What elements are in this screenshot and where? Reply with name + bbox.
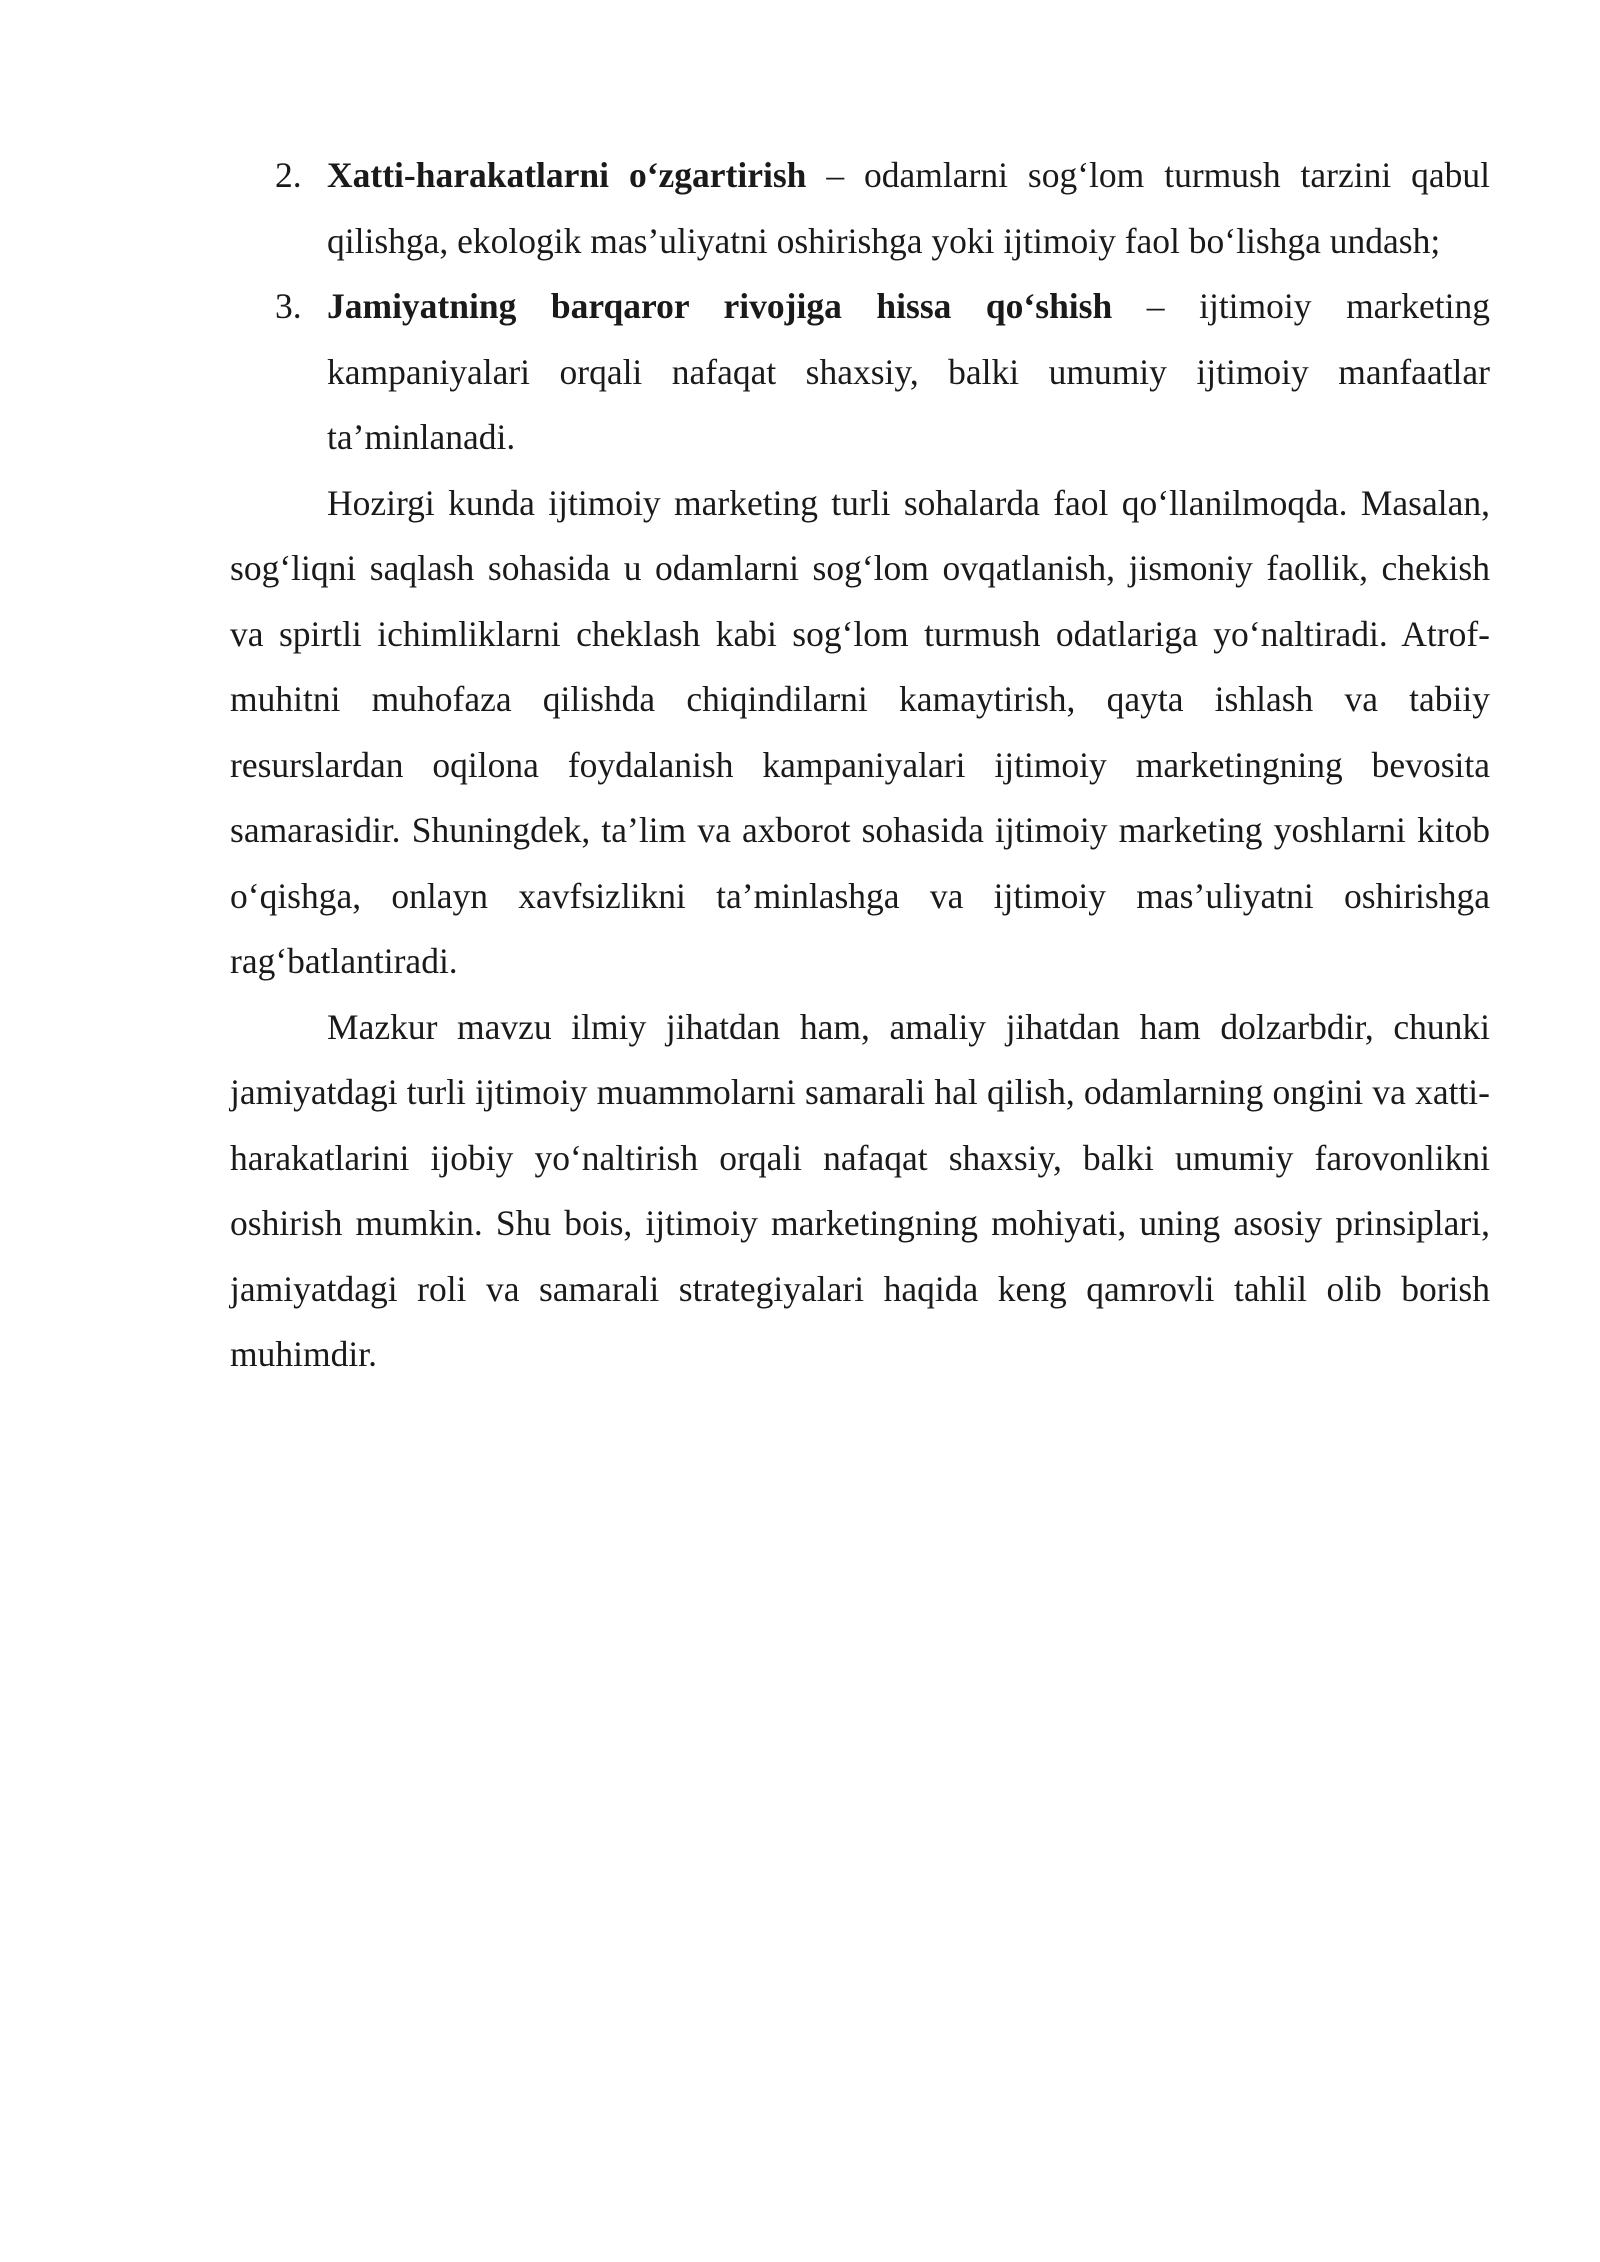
list-item bbox=[230, 274, 1490, 471]
list-item-text: – ijtimoiy marketing kampaniyalari orqali nafaqat shaxsiy, balki umumiy ijtimoiy manfaatlar ta’minlanadi. bbox=[327, 286, 1490, 457]
document-body bbox=[230, 143, 1490, 1388]
body-paragraph: Hozirgi kunda ijtimoiy marketing turli sohalarda faol qo‘llanilmoqda. Masalan, sog‘liqni saqlash sohasida u odamlarni sog‘lom ovqatlanish, jismoniy faollik, chekish va spirtli ichimliklarni cheklash kabi sog‘lom turmush odatlariga yo‘naltiradi. Atrof-muhitni muhofaza qilishda chiqindilarni kamaytirish, qayta ishlash va tabiiy resurslardan oqilona foydalanish kampaniyalari ijtimoiy marketingning bevosita samarasidir. Shuningdek, ta’lim va axborot sohasida ijtimoiy marketing yoshlarni kitob o‘qishga, onlayn xavfsizlikni ta’minlashga va ijtimoiy mas’uliyatni oshirishga rag‘batlantiradi. bbox=[230, 482, 1490, 981]
body-paragraph: Mazkur mavzu ilmiy jihatdan ham, amaliy jihatdan ham dolzarbdir, chunki jamiyatdagi turli ijtimoiy muammolarni samarali hal qilish, odamlarning ongini va xatti-harakatlarini ijobiy yo‘naltirish orqali nafaqat shaxsiy, balki umumiy farovonlikni oshirish mumkin. Shu bois, ijtimoiy marketingning mohiyati, uning asosiy prinsiplari, jamiyatdagi roli va samarali strategiyalari haqida keng qamrovli tahlil olib borish muhimdir. bbox=[230, 1006, 1490, 1374]
list-item-number: 3. bbox=[275, 286, 302, 326]
list-item-text: – odamlarni sog‘lom turmush tarzini qabul qilishga, ekologik mas’uliyatni oshirishga yoki ijtimoiy faol bo‘lishga undash; bbox=[327, 155, 1490, 261]
list-item-term: Xatti-harakatlarni o‘zgartirish bbox=[327, 155, 807, 195]
list-item bbox=[230, 143, 1490, 274]
list-item-number: 2. bbox=[275, 155, 302, 195]
numbered-list bbox=[230, 143, 1490, 471]
list-item-term: Jamiyatning barqaror rivojiga hissa qo‘shish bbox=[327, 286, 1113, 326]
